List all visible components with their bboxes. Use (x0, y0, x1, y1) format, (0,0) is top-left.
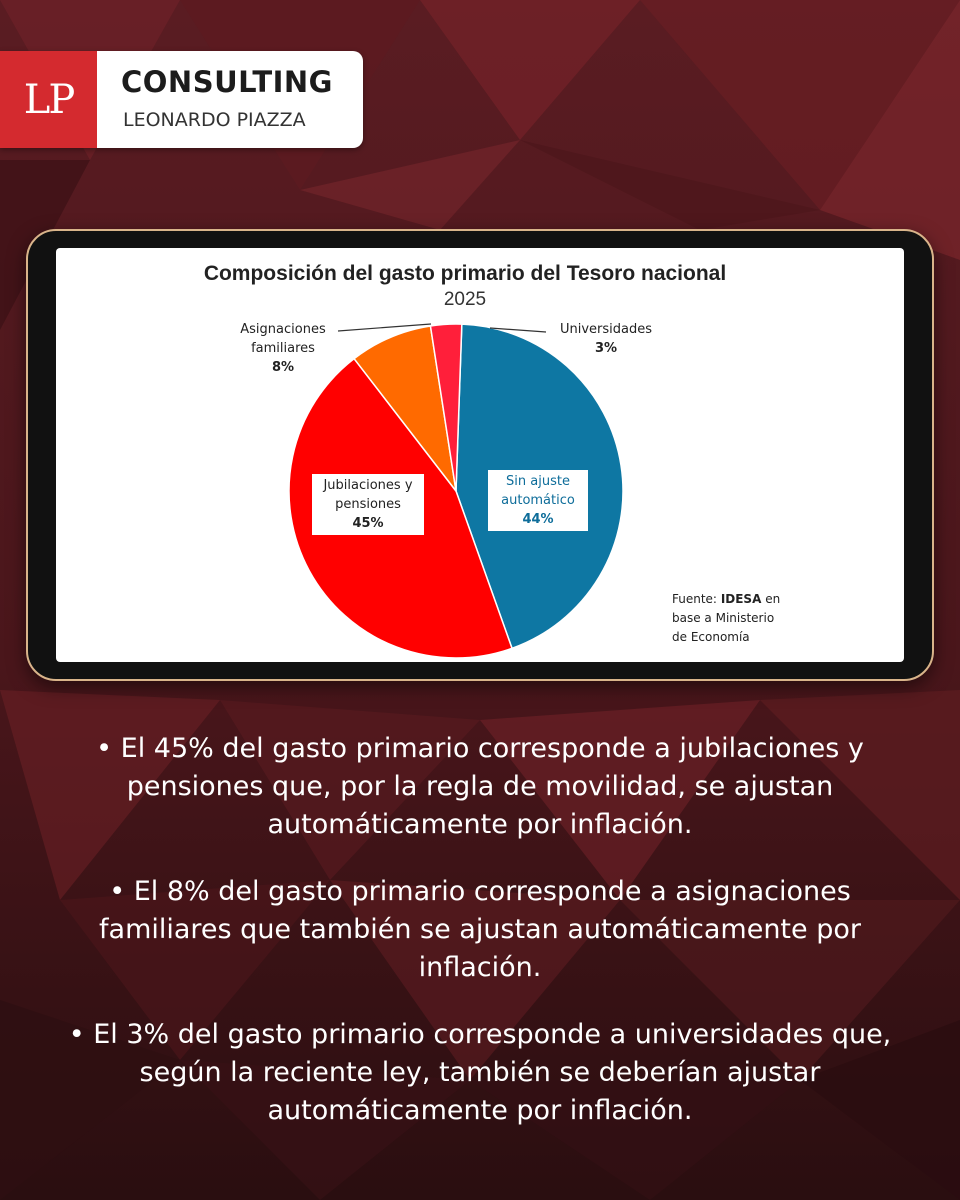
brand-name: CONSULTING (121, 65, 333, 99)
label-asignaciones-line1: Asignaciones (240, 322, 326, 337)
brand-owner: LEONARDO PIAZZA (123, 109, 306, 131)
bullet-item: • El 8% del gasto primario corresponde a asignaciones familiares que también se ajustan automáticamente por inflación. (99, 876, 861, 983)
label-jubilaciones-line1: Jubilaciones y (323, 478, 413, 493)
source-prefix: Fuente: (672, 592, 717, 606)
label-sin-ajuste-pct: 44% (522, 512, 554, 527)
source-suffix: en (765, 592, 781, 606)
logo-mark: LP (0, 51, 97, 148)
label-asignaciones-pct: 8% (271, 360, 295, 375)
label-universidades (546, 320, 666, 358)
label-asignaciones-line2: familiares (251, 341, 315, 356)
chart-source (672, 590, 780, 647)
label-sin-ajuste-line2: automático (501, 493, 575, 508)
source-line1 (672, 590, 780, 609)
bullet-item: • El 45% del gasto primario corresponde a jubilaciones y pensiones que, por la regla de movilidad, se ajustan automáticamente por inflación. (96, 733, 864, 840)
source-line2: base a Ministerio (672, 611, 775, 625)
label-asignaciones (228, 320, 338, 377)
chart-subtitle: 2025 (443, 289, 487, 310)
bullet-item: • El 3% del gasto primario corresponde a universidades que, según la reciente ley, también se deberían ajustar automáticamente por inflación. (68, 1019, 892, 1126)
chart-screen (56, 248, 904, 662)
chart-title: Composición del gasto primario del Tesoro nacional (203, 262, 727, 285)
label-universidades-line1: Universidades (559, 322, 653, 337)
label-jubilaciones-line2: pensiones (335, 497, 401, 512)
label-universidades-pct: 3% (594, 341, 618, 356)
source-org: IDESA (720, 592, 762, 606)
label-jubilaciones-pct: 45% (352, 516, 384, 531)
label-jubilaciones (312, 474, 424, 535)
label-sin-ajuste (488, 470, 588, 531)
label-sin-ajuste-line1: Sin ajuste (506, 474, 570, 489)
bullet-list (40, 730, 920, 1159)
brand-logo (0, 51, 363, 148)
source-line3: de Economía (672, 630, 750, 644)
